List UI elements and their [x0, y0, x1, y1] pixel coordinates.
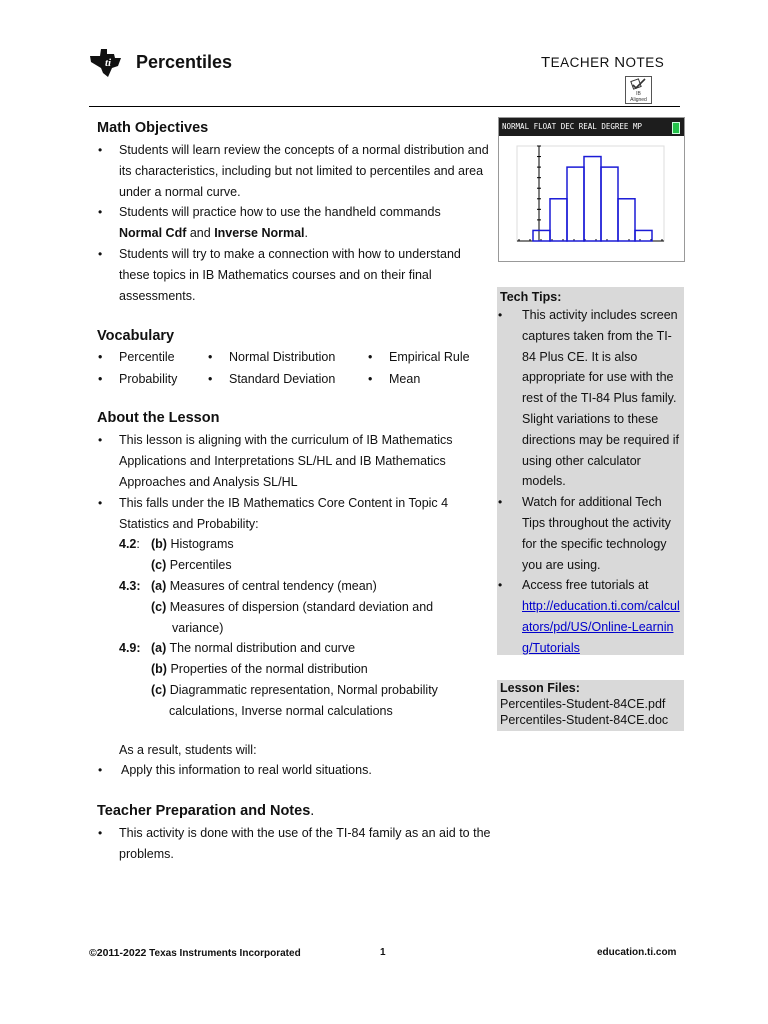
topic-list: 4.2: (b) Histograms (c) Percentiles 4.3: (a) Measures of central tendency (mean) (c) Measures of dispersion (standard deviation and variance) 4.9: (a) The normal distribution and curve (b) Properties of the normal distribution (c) Diagrammatic representation, Normal probability calculations, Inverse normal calculations [97, 534, 492, 721]
footer-copyright: ©2011-2022 Texas Instruments Incorporated [89, 947, 301, 959]
topic-4-3: 4.3: [119, 578, 141, 593]
vocab-term: • Standard Deviation [207, 370, 367, 388]
vocab-term: • Probability [97, 370, 207, 388]
vocab-term: • Empirical Rule [367, 348, 487, 366]
objective-item: • Students will practice how to use the handheld commands Normal Cdf and Inverse Normal. [97, 202, 492, 244]
topic-4-2: 4.2: [119, 537, 140, 552]
calculator-status-bar: NORMAL FLOAT DEC REAL DEGREE MP [499, 118, 684, 136]
prep-item: • This activity is done with the use of the TI-84 family as an aid to the problems. [97, 823, 492, 865]
lesson-file: Percentiles-Student-84CE.pdf [500, 697, 666, 711]
lesson-file: Percentiles-Student-84CE.doc [500, 713, 669, 727]
badge-text-ib: IB [636, 91, 641, 97]
header-divider [89, 106, 680, 107]
command-normal-cdf: Normal Cdf [119, 226, 187, 241]
teacher-prep-heading: Teacher Preparation and Notes. [97, 803, 315, 820]
svg-text:ti: ti [105, 57, 112, 69]
result-intro: As a result, students will: [119, 742, 257, 757]
tutorials-link[interactable]: http://education.ti.com/calculators/pd/US/Online-Learning/Tutorials [522, 599, 680, 655]
tech-tips-heading: Tech Tips: [500, 290, 562, 304]
footer-website: education.ti.com [597, 947, 677, 958]
math-objectives-section [97, 120, 492, 306]
ib-aligned-badge [625, 76, 652, 104]
lesson-files-heading: Lesson Files: [500, 681, 580, 695]
footer-page-number: 1 [380, 947, 386, 958]
tech-tip-item: • Watch for additional Tech Tips throughout the activity for the specific technology you are using. [497, 492, 680, 575]
topic-4-9: 4.9: [119, 641, 141, 656]
page-title: Percentiles [136, 52, 233, 72]
vocab-term: • Normal Distribution [207, 348, 367, 366]
tech-tip-item: • This activity includes screen captures taken from the TI-84 Plus CE. It is also appropriate for use with the rest of the TI-84 Plus family. Slight variations to these directions may be required if using other calculator models. [497, 305, 680, 492]
command-inverse-normal: Inverse Normal [214, 226, 305, 241]
calculator-screenshot [498, 117, 685, 262]
vocabulary-section [97, 328, 492, 388]
vocab-term: • Percentile [97, 348, 207, 366]
ti-logo [88, 46, 122, 78]
battery-icon [672, 122, 680, 134]
teacher-notes-label: TEACHER NOTES [541, 54, 665, 71]
result-item: • Apply this information to real world situations. [97, 760, 492, 781]
about-lesson-heading: About the Lesson [97, 410, 220, 427]
tech-tips-box [497, 287, 684, 655]
vocabulary-heading: Vocabulary [97, 328, 175, 345]
histogram-plot [499, 136, 684, 261]
about-item: • This lesson is aligning with the curriculum of IB Mathematics Applications and Interpretations SL/HL and IB Mathematics Approaches and Analysis SL/HL [97, 430, 492, 492]
about-lesson-section [97, 410, 492, 781]
tech-tip-item: • Access free tutorials at http://education.ti.com/calculators/pd/US/Online-Learning/Tutorials [497, 575, 680, 658]
badge-text-aligned: Aligned [630, 97, 647, 103]
lesson-files-box [497, 680, 684, 731]
objective-item: • Students will try to make a connection with how to understand these topics in IB Mathematics courses and on their final assessments. [97, 244, 492, 306]
vocab-term: • Mean [367, 370, 487, 388]
math-objectives-heading: Math Objectives [97, 120, 209, 136]
about-item: • This falls under the IB Mathematics Core Content in Topic 4 Statistics and Probability: [97, 493, 492, 535]
objective-item: • Students will learn review the concepts of a normal distribution and its characteristics, including but not limited to percentiles and area under a normal curve. [97, 140, 492, 202]
main-column [97, 120, 492, 865]
